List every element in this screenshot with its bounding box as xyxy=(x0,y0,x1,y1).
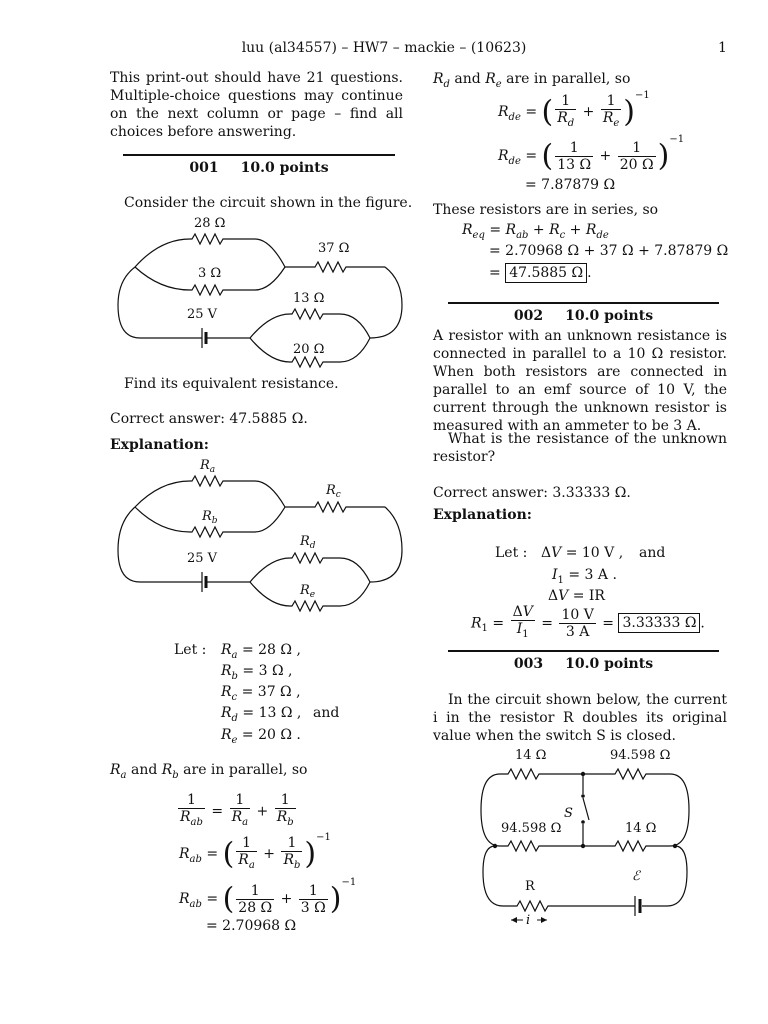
q3-number: 003 xyxy=(513,656,544,672)
q1-let-re: $R_e = 20$ Ω . xyxy=(221,727,301,746)
q1-final-answer-box: 47.5885 Ω xyxy=(505,263,587,283)
q3-points: 10.0 points xyxy=(565,656,654,672)
q1-explanation-figure xyxy=(110,450,410,625)
q1-parallel-ab-text: $R_a$ and $R_b$ are in parallel, so xyxy=(110,762,308,781)
q2-let-dv: ΔV = 10 V , xyxy=(541,545,624,561)
intro-paragraph: This print-out should have 21 questions. Multiple-choice questions may continue on the next column or page – find all choices before answering. xyxy=(110,70,403,140)
fig2-rc-label: $R_c$ xyxy=(326,483,341,500)
fig1-r13-label: 13 Ω xyxy=(293,291,325,306)
q2-final-answer-box: 3.33333 Ω xyxy=(618,613,700,633)
q2-question: What is the resistance of the unknown resistor? xyxy=(433,431,727,465)
q2-heading xyxy=(448,308,719,324)
q1-let-rc: $R_c = 37$ Ω , xyxy=(221,684,301,703)
q1-let-rd: $R_d = 13$ Ω , xyxy=(221,705,302,724)
fig3-r-label: R xyxy=(525,879,535,894)
fig3-r14-mid-label: 14 Ω xyxy=(625,821,657,836)
q3-top-rule xyxy=(448,650,719,652)
q2-points: 10.0 points xyxy=(565,308,654,324)
q1-let-and: and xyxy=(313,705,340,721)
q1-series-text: These resistors are in series, so xyxy=(433,202,659,218)
q2-eq-r1: $R_1$ = $\frac{\Delta V}{I_1}$ = $\frac{10 V}{3 A}$ = 3.33333 Ω . xyxy=(471,604,705,643)
q1-find: Find its equivalent resistance. xyxy=(124,376,339,392)
fig3-switch-label: S xyxy=(564,806,573,821)
q1-eq-rde: $R_{de}$ = ( $\frac{1}{R_d}$ + $\frac{1}{R_e}$ )$^{-1}$ xyxy=(498,90,650,130)
q3-circuit-figure xyxy=(475,742,695,932)
q2-answer: Correct answer: 3.33333 Ω. xyxy=(433,485,631,501)
q2-top-rule xyxy=(448,302,719,304)
q1-eq-rab-numeric: $R_{ab}$ = ( $\frac{1}{28 \Omega}$ + $\frac{1}{3 \Omega}$ )$^{-1}$ xyxy=(179,877,357,917)
q1-prompt: Consider the circuit shown in the figure. xyxy=(124,195,413,211)
q1-eq-req-boxed: = 47.5885 Ω . xyxy=(489,265,592,281)
header-title: luu (al34557) – HW7 – mackie – (10623) xyxy=(241,40,527,56)
q2-ohm-law: ΔV = IR xyxy=(548,588,605,604)
fig2-voltage-label: 25 V xyxy=(187,551,218,566)
q1-eq-rde-result: = 7.87879 Ω xyxy=(525,177,616,193)
fig3-r14-top-label: 14 Ω xyxy=(515,748,547,763)
page-number: 1 xyxy=(718,40,727,56)
fig2-re-label: $R_e$ xyxy=(300,583,316,600)
q3-heading xyxy=(448,656,719,672)
q1-let-rb: $R_b = 3$ Ω , xyxy=(221,663,293,682)
q1-parallel-de-text: $R_d$ and $R_e$ are in parallel, so xyxy=(433,71,631,90)
q1-number: 001 xyxy=(189,160,219,176)
q1-let-ra: $R_a = 28$ Ω , xyxy=(221,642,301,661)
q2-text: A resistor with an unknown resistance is connected in parallel to a 10 Ω resistor. When both resistors are connected in parallel to an emf source of 10 V, the current through the unknown resistor is measured with an ammeter to be 3 A. xyxy=(433,328,727,434)
q2-let-and: and xyxy=(639,545,666,561)
q1-top-rule xyxy=(123,154,395,156)
fig3-current-label: i xyxy=(526,913,531,928)
fig2-ra-label: $R_a$ xyxy=(200,458,216,475)
q2-explanation-label: Explanation: xyxy=(433,507,532,523)
page-header xyxy=(0,40,768,56)
fig2-rb-label: $R_b$ xyxy=(202,509,218,526)
q2-let-label: Let : xyxy=(495,545,528,561)
fig3-r94-top-label: 94.598 Ω xyxy=(610,748,671,763)
fig1-r3-label: 3 Ω xyxy=(198,266,222,281)
q1-eq-req: $R_{eq} = R_{ab} + R_c + R_{de}$ xyxy=(462,222,609,241)
q1-let-label: Let : xyxy=(174,642,207,658)
fig3-emf-label: ℰ xyxy=(632,869,640,884)
fig1-r28-label: 28 Ω xyxy=(194,216,226,231)
q1-points: 10.0 points xyxy=(240,160,329,176)
q1-eq-rab-result: = 2.70968 Ω xyxy=(206,918,297,934)
fig2-rd-label: $R_d$ xyxy=(300,534,316,551)
fig1-voltage-label: 25 V xyxy=(187,307,218,322)
q1-eq-req-sum: = 2.70968 Ω + 37 Ω + 7.87879 Ω xyxy=(489,243,729,259)
q2-number: 002 xyxy=(513,308,544,324)
q1-explanation-label: Explanation: xyxy=(110,437,209,453)
q1-eq-rab: $R_{ab}$ = ( $\frac{1}{R_a}$ + $\frac{1}{R_b}$ )$^{-1}$ xyxy=(179,832,331,872)
fig1-r20-label: 20 Ω xyxy=(293,342,325,357)
fig1-r37-label: 37 Ω xyxy=(318,241,350,256)
q2-let-i1: $I_1 = 3$ A . xyxy=(552,567,617,586)
q3-text: In the circuit shown below, the current i in the resistor R doubles its original value when the switch S is closed. xyxy=(433,692,727,744)
q1-heading xyxy=(123,160,395,176)
q1-eq-inv-rab: $\frac{1}{R_{ab}}$ = $\frac{1}{R_a}$ + $\frac{1}{R_b}$ xyxy=(176,792,298,831)
fig3-r94-mid-label: 94.598 Ω xyxy=(501,821,562,836)
q1-answer: Correct answer: 47.5885 Ω. xyxy=(110,411,308,427)
q1-circuit-figure xyxy=(110,210,410,375)
q1-eq-rde-numeric: $R_{de}$ = ( $\frac{1}{13 \Omega}$ + $\frac{1}{20 \Omega}$ )$^{-1}$ xyxy=(498,134,685,174)
